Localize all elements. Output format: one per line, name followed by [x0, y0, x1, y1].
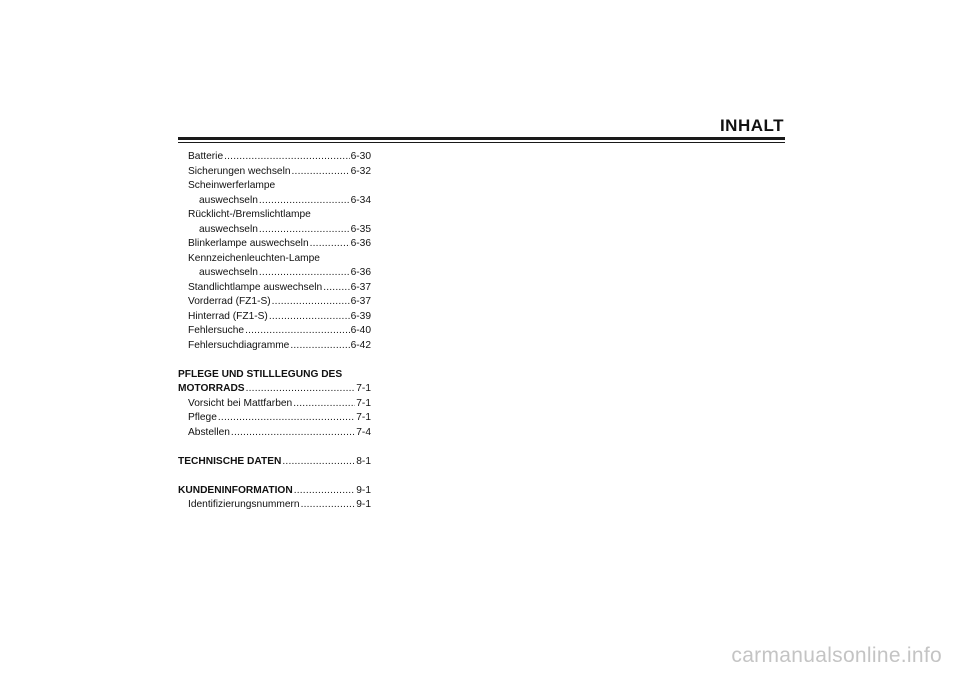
toc-section[interactable] [178, 382, 371, 397]
toc-section[interactable] [178, 484, 371, 499]
toc-entry[interactable] [178, 194, 371, 209]
toc-dot-leader [218, 411, 355, 426]
toc-entry-label: KUNDENINFORMATION [178, 484, 293, 496]
toc-entry-label: Rücklicht-/Bremslichtlampe [188, 209, 311, 220]
toc-entry-label: TECHNISCHE DATEN [178, 455, 282, 467]
toc-entry[interactable] [178, 179, 371, 194]
toc-entry-label: Hinterrad (FZ1-S) [188, 310, 268, 322]
table-of-contents [178, 150, 371, 513]
toc-page-number: 7-4 [356, 426, 371, 438]
toc-entry[interactable] [178, 150, 371, 165]
toc-dot-leader [294, 484, 356, 499]
toc-entry-label: Sicherungen wechseln [188, 165, 291, 177]
toc-entry[interactable] [178, 310, 371, 325]
toc-dot-leader [310, 237, 350, 252]
toc-spacer [178, 353, 371, 368]
toc-dot-leader [323, 281, 349, 296]
toc-entry-label: Batterie [188, 151, 224, 162]
toc-entry[interactable] [178, 165, 371, 180]
toc-dot-leader [231, 426, 355, 441]
toc-dot-leader [224, 150, 350, 165]
toc-entry-label: Blinkerlampe auswechseln [188, 238, 309, 249]
toc-page-number: 8-1 [356, 455, 371, 467]
toc-dot-leader [269, 310, 350, 325]
toc-dot-leader [272, 295, 350, 310]
toc-page-number: 6-36 [350, 267, 371, 278]
toc-entry-label: auswechseln [199, 267, 258, 278]
toc-dot-leader [245, 324, 350, 339]
toc-entry[interactable] [178, 266, 371, 281]
toc-page-number: 9-1 [356, 499, 371, 510]
toc-entry-label: Standlichtlampe auswechseln [188, 281, 323, 293]
toc-dot-leader [259, 194, 350, 209]
header-rule-thick [178, 137, 785, 140]
toc-dot-leader [293, 397, 355, 412]
toc-entry-label: auswechseln [199, 194, 258, 206]
toc-page-number: 7-1 [356, 412, 371, 423]
toc-page-number: 6-40 [350, 325, 371, 336]
toc-page-number: 6-34 [350, 194, 371, 206]
toc-entry[interactable] [178, 295, 371, 310]
toc-entry-label: Fehlersuche [188, 325, 245, 336]
toc-entry[interactable] [178, 426, 371, 441]
toc-entry-label: PFLEGE UND STILLLEGUNG DES [178, 368, 343, 380]
toc-page-number: 6-42 [350, 339, 371, 351]
toc-entry[interactable] [178, 252, 371, 267]
toc-dot-leader [259, 266, 350, 281]
toc-entry[interactable] [178, 411, 371, 426]
toc-page-number: 6-37 [350, 296, 371, 307]
toc-entry[interactable] [178, 223, 371, 238]
toc-dot-leader [246, 382, 356, 397]
toc-entry[interactable] [178, 208, 371, 223]
toc-page-number: 6-36 [350, 238, 371, 249]
toc-entry-label: Vorsicht bei Mattfarben [188, 397, 293, 409]
header-rule-thin [178, 142, 785, 143]
toc-page-number: 6-37 [350, 281, 371, 293]
toc-entry-label: Kennzeichenleuchten-Lampe [188, 252, 320, 264]
toc-page-number: 6-35 [350, 223, 371, 235]
toc-entry-label: auswechseln [199, 223, 258, 235]
toc-page-number: 6-30 [350, 151, 371, 162]
toc-dot-leader [292, 165, 350, 180]
toc-entry-label: Abstellen [188, 426, 230, 438]
toc-dot-leader [259, 223, 350, 238]
toc-dot-leader [282, 455, 355, 470]
toc-entry[interactable] [178, 498, 371, 513]
toc-section[interactable] [178, 368, 371, 383]
toc-entry[interactable] [178, 397, 371, 412]
toc-entry-label: Fehlersuchdiagramme [188, 339, 290, 351]
toc-entry-label: MOTORRADS [178, 383, 245, 394]
toc-dot-leader [290, 339, 349, 354]
toc-entry[interactable] [178, 339, 371, 354]
toc-page-number: 7-1 [356, 397, 371, 409]
toc-page-number: 6-32 [350, 165, 371, 177]
toc-page-number: 6-39 [350, 310, 371, 322]
toc-entry-label: Scheinwerferlampe [188, 180, 276, 191]
toc-spacer [178, 440, 371, 455]
toc-entry-label: Vorderrad (FZ1-S) [188, 296, 271, 307]
toc-entry[interactable] [178, 237, 371, 252]
toc-page-number: 9-1 [356, 484, 371, 496]
toc-spacer [178, 469, 371, 484]
toc-entry-label: Identifizierungsnummern [188, 499, 300, 510]
toc-entry[interactable] [178, 324, 371, 339]
toc-section[interactable] [178, 455, 371, 470]
page-title: INHALT [719, 116, 784, 135]
toc-entry[interactable] [178, 281, 371, 296]
toc-page-number: 7-1 [356, 383, 371, 394]
toc-dot-leader [301, 498, 356, 513]
toc-entry-label: Pflege [188, 412, 217, 423]
watermark: carmanualsonline.info [731, 644, 942, 667]
